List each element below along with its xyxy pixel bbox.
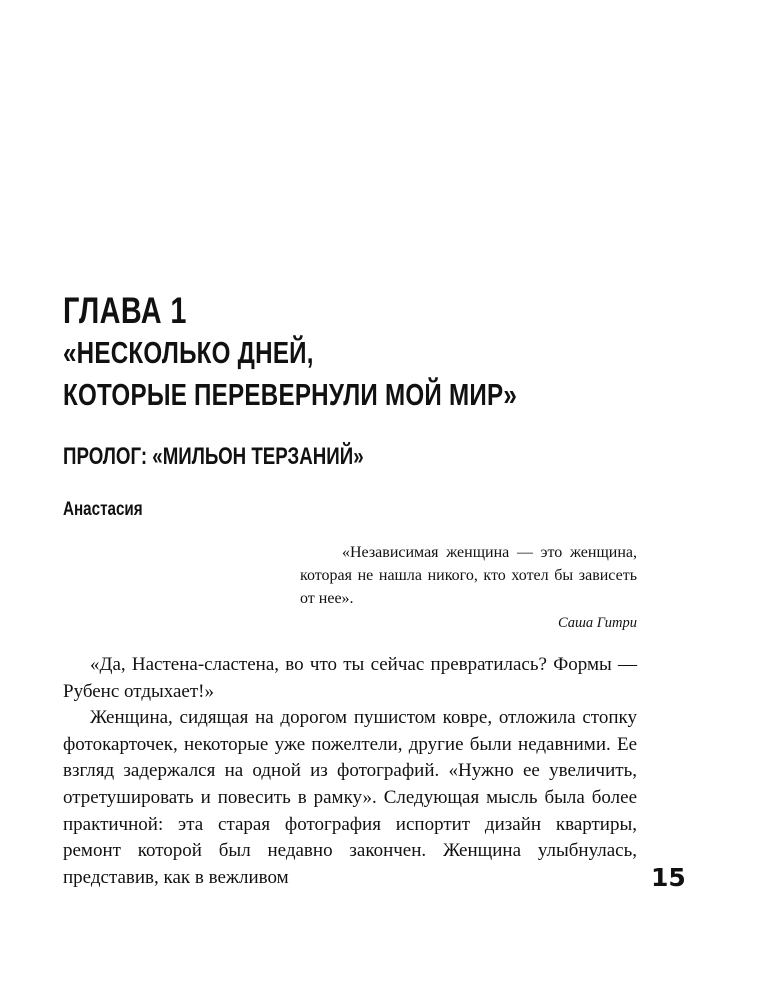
epigraph bbox=[300, 541, 637, 633]
chapter-title-line-1: «НЕСКОЛЬКО ДНЕЙ, bbox=[63, 335, 314, 370]
epigraph-author: Саша Гитри bbox=[557, 615, 637, 631]
page-number: 15 bbox=[651, 863, 686, 892]
body-text bbox=[63, 652, 637, 891]
body-paragraph: «Да, Настена-сластена, во что ты сейчас превратилась? Формы — Рубенс отдыхает!» bbox=[63, 654, 637, 702]
chapter-heading bbox=[63, 290, 562, 416]
character-name: Анастасия bbox=[63, 499, 143, 520]
body-paragraph: Женщина, сидящая на дорогом пушистом ковре, отложила стопку фотокарточек, некоторые уже пожелтели, другие были недавними. Ее взгляд задержался на одной из фотографий. «Нужно ее увеличить, отретушировать и повесить в рамку». Следующая мысль была более практичной: эта старая фотография испортит дизайн квартиры, ремонт которой был недавно закончен. Женщина улыбнулась, представив, как в вежливом bbox=[63, 707, 637, 888]
epigraph-quote: «Независимая женщина — это женщина, которая не нашла никого, кто хотел бы зависеть от нее». bbox=[300, 544, 637, 607]
chapter-number: ГЛАВА 1 bbox=[63, 290, 187, 331]
chapter-title-line-2: КОТОРЫЕ ПЕРЕВЕРНУЛИ МОЙ МИР» bbox=[63, 377, 518, 412]
prologue-heading: ПРОЛОГ: «МИЛЬОН ТЕРЗАНИЙ» bbox=[63, 443, 364, 470]
